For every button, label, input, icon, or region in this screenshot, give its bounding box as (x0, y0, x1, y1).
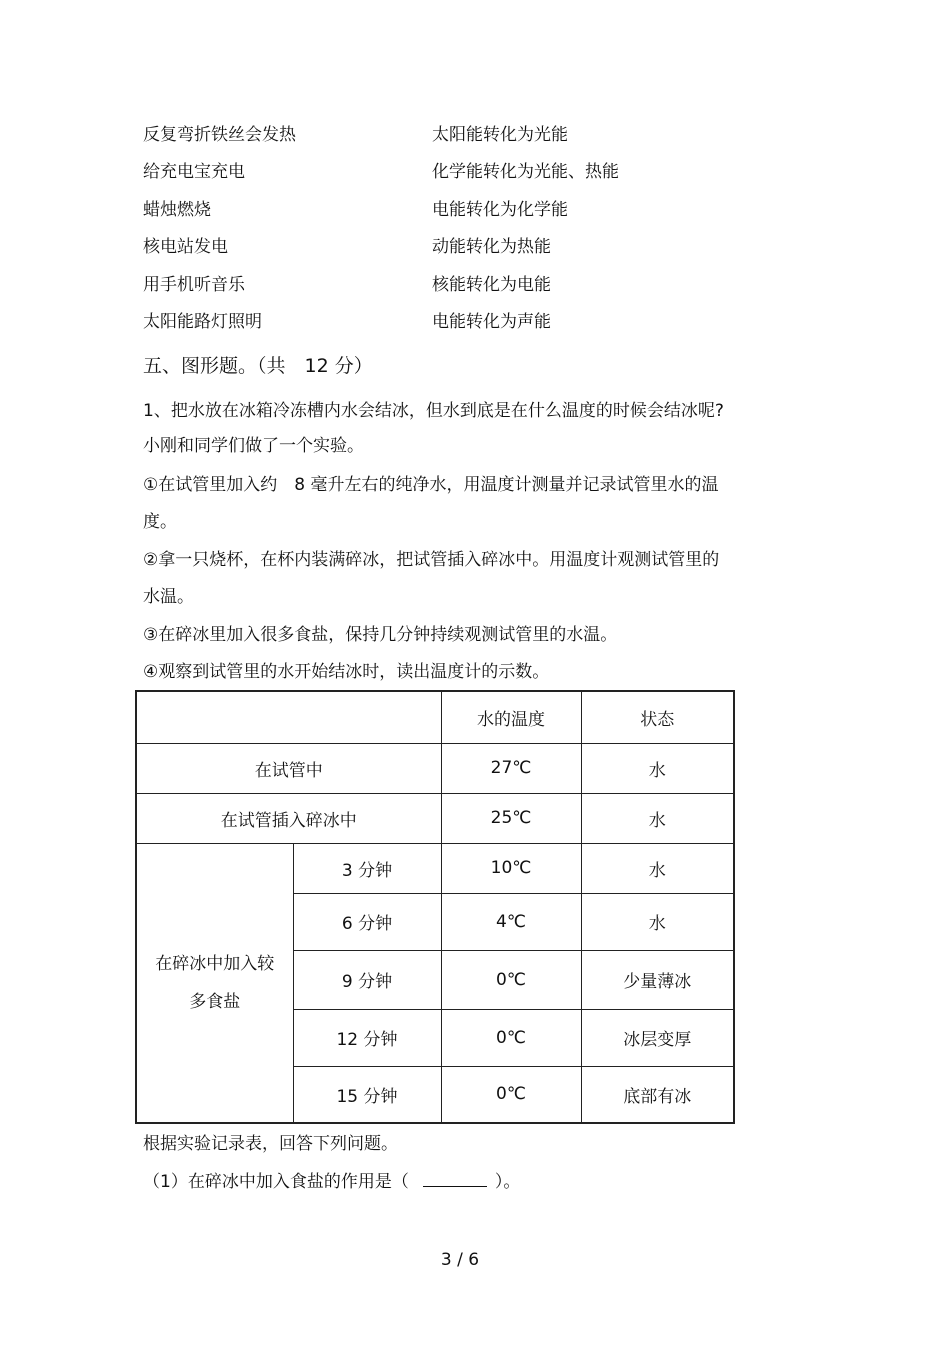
table-row (136, 743, 734, 793)
row-state: 水 (581, 793, 734, 843)
matching-right-item: 太阳能转化为光能 (432, 125, 568, 145)
row-time: 3 分钟 (293, 843, 441, 893)
row-label: 在试管插入碎冰中 (136, 793, 441, 843)
row-state: 少量薄冰 (581, 950, 734, 1009)
table-header-empty (136, 691, 441, 743)
step-1: ①在试管里加入约 8 毫升左右的纯净水，用温度计测量并记录试管里水的温 (143, 475, 719, 495)
matching-right-item: 核能转化为电能 (432, 275, 551, 295)
table-header-state: 状态 (581, 691, 734, 743)
page-number: 3 / 6 (440, 1250, 480, 1270)
matching-left-item: 用手机听音乐 (143, 275, 245, 295)
row-state: 水 (581, 893, 734, 950)
row-temperature: 27℃ (441, 743, 581, 793)
q1-suffix: ）。 (494, 1172, 521, 1192)
question-intro: 1、把水放在冰箱冷冻槽内水会结冰，但水到底是在什么温度的时候会结冰呢? (143, 401, 724, 421)
matching-left-item: 反复弯折铁丝会发热 (143, 125, 296, 145)
row-time: 6 分钟 (293, 893, 441, 950)
experiment-record-table (135, 690, 735, 1124)
table-header-temperature: 水的温度 (441, 691, 581, 743)
row-time: 9 分钟 (293, 950, 441, 1009)
matching-right-item: 化学能转化为光能、热能 (432, 162, 619, 182)
row-state: 水 (581, 743, 734, 793)
row-temperature: 4℃ (441, 893, 581, 950)
row-state: 冰层变厚 (581, 1009, 734, 1066)
matching-right-item: 动能转化为热能 (432, 237, 551, 257)
matching-right-item: 电能转化为化学能 (432, 200, 568, 220)
row-temperature: 0℃ (441, 1009, 581, 1066)
step-3: ③在碎冰里加入很多食盐，保持几分钟持续观测试管里的水温。 (143, 625, 618, 645)
row-time: 12 分钟 (293, 1009, 441, 1066)
q1-prefix: （1）在碎冰中加入食盐的作用是（ (143, 1172, 409, 1192)
matching-right-item: 电能转化为声能 (432, 312, 551, 332)
answer-blank[interactable] (423, 1170, 487, 1187)
salt-label-line: 多食盐 (189, 991, 241, 1012)
salt-group-label (136, 843, 293, 1123)
salt-label-line: 在碎冰中加入较 (155, 953, 275, 974)
followup-instruction: 根据实验记录表，回答下列问题。 (143, 1134, 398, 1154)
followup-question-1 (143, 1170, 520, 1193)
row-time: 15 分钟 (293, 1066, 441, 1123)
section-heading: 五、图形题。（共 12 分） (143, 355, 373, 377)
row-temperature: 0℃ (441, 1066, 581, 1123)
table-row (136, 843, 734, 893)
matching-left-item: 蜡烛燃烧 (143, 200, 211, 220)
row-temperature: 25℃ (441, 793, 581, 843)
row-state: 底部有冰 (581, 1066, 734, 1123)
step-4: ④观察到试管里的水开始结冰时，读出温度计的示数。 (143, 662, 550, 682)
matching-left-item: 核电站发电 (143, 237, 228, 257)
matching-left-item: 太阳能路灯照明 (143, 312, 262, 332)
row-state: 水 (581, 843, 734, 893)
step-1-continued: 度。 (143, 512, 177, 532)
matching-left-item: 给充电宝充电 (143, 162, 245, 182)
row-temperature: 0℃ (441, 950, 581, 1009)
table-row (136, 793, 734, 843)
row-temperature: 10℃ (441, 843, 581, 893)
step-2-continued: 水温。 (143, 587, 194, 607)
question-intro-continued: 小刚和同学们做了一个实验。 (143, 436, 364, 456)
step-2: ②拿一只烧杯，在杯内装满碎冰，把试管插入碎冰中。用温度计观测试管里的 (143, 550, 720, 570)
row-label: 在试管中 (136, 743, 441, 793)
